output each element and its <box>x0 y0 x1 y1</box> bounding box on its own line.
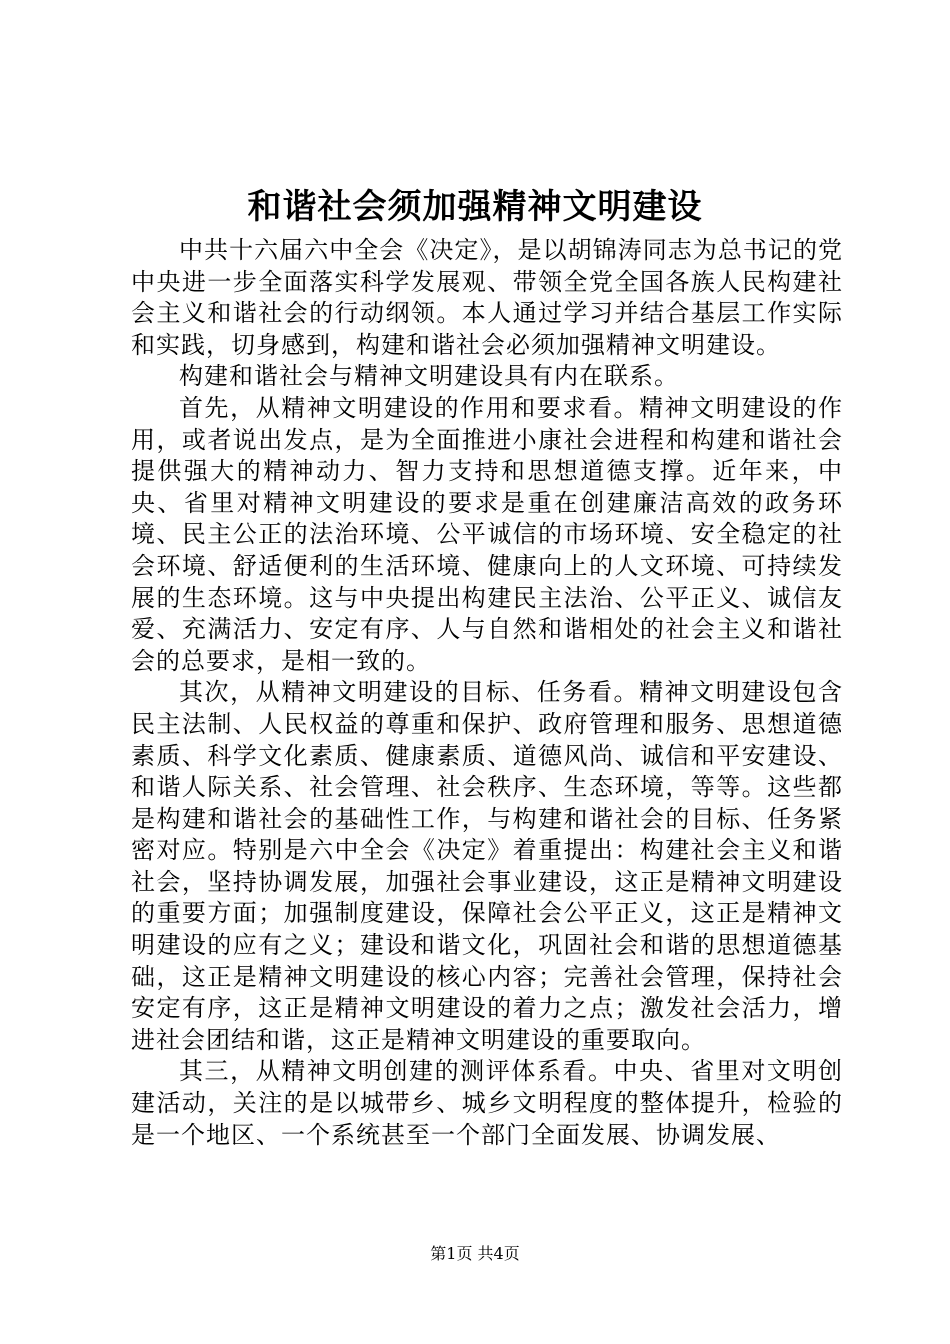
paragraph-intro: 中共十六届六中全会《决定》，是以胡锦涛同志为总书记的党中央进一步全面落实科学发展观、带领全党全国各族人民构建社会主义和谐社会的行动纲领。本人通过学习并结合基层工作实际和实践，切身感到，构建和谐社会必须加强精神文明建设。 <box>131 236 843 359</box>
paragraph-first-point: 首先，从精神文明建设的作用和要求看。精神文明建设的作用，或者说出发点，是为全面推进小康社会进程和构建和谐社会提供强大的精神动力、智力支持和思想道德支撑。近年来，中央、省里对精神文明建设的要求是重在创建廉洁高效的政务环境、民主公正的法治环境、公平诚信的市场环境、安全稳定的社会环境、舒适便利的生活环境、健康向上的人文环境、可持续发展的生态环境。这与中央提出构建民主法治、公平正义、诚信友爱、充满活力、安定有序、人与自然和谐相处的社会主义和谐社会的总要求，是相一致的。 <box>131 393 843 675</box>
paragraph-second-point: 其次，从精神文明建设的目标、任务看。精神文明建设包含民主法制、人民权益的尊重和保护、政府管理和服务、思想道德素质、科学文化素质、健康素质、道德风尚、诚信和平安建设、和谐人际关系、社会管理、社会秩序、生态环境，等等。这些都是构建和谐社会的基础性工作，与构建和谐社会的目标、任务紧密对应。特别是六中全会《决定》着重提出：构建社会主义和谐社会，坚持协调发展，加强社会事业建设，这正是精神文明建设的重要方面；加强制度建设，保障社会公平正义，这正是精神文明建设的应有之义；建设和谐文化，巩固社会和谐的思想道德基础，这正是精神文明建设的核心内容；完善社会管理，保持社会安定有序，这正是精神文明建设的着力之点；激发社会活力，增进社会团结和谐，这正是精神文明建设的重要取向。 <box>131 678 843 1054</box>
paragraph-third-point: 其三，从精神文明创建的测评体系看。中央、省里对文明创建活动，关注的是以城带乡、城乡文明程度的整体提升，检验的是一个地区、一个系统甚至一个部门全面发展、协调发展、 <box>131 1057 843 1149</box>
page-footer: 第1页 共4页 <box>430 1244 520 1263</box>
paragraph-thesis: 构建和谐社会与精神文明建设具有内在联系。 <box>179 362 679 391</box>
document-body <box>131 235 843 1151</box>
document-title: 和谐社会须加强精神文明建设 <box>247 187 703 227</box>
